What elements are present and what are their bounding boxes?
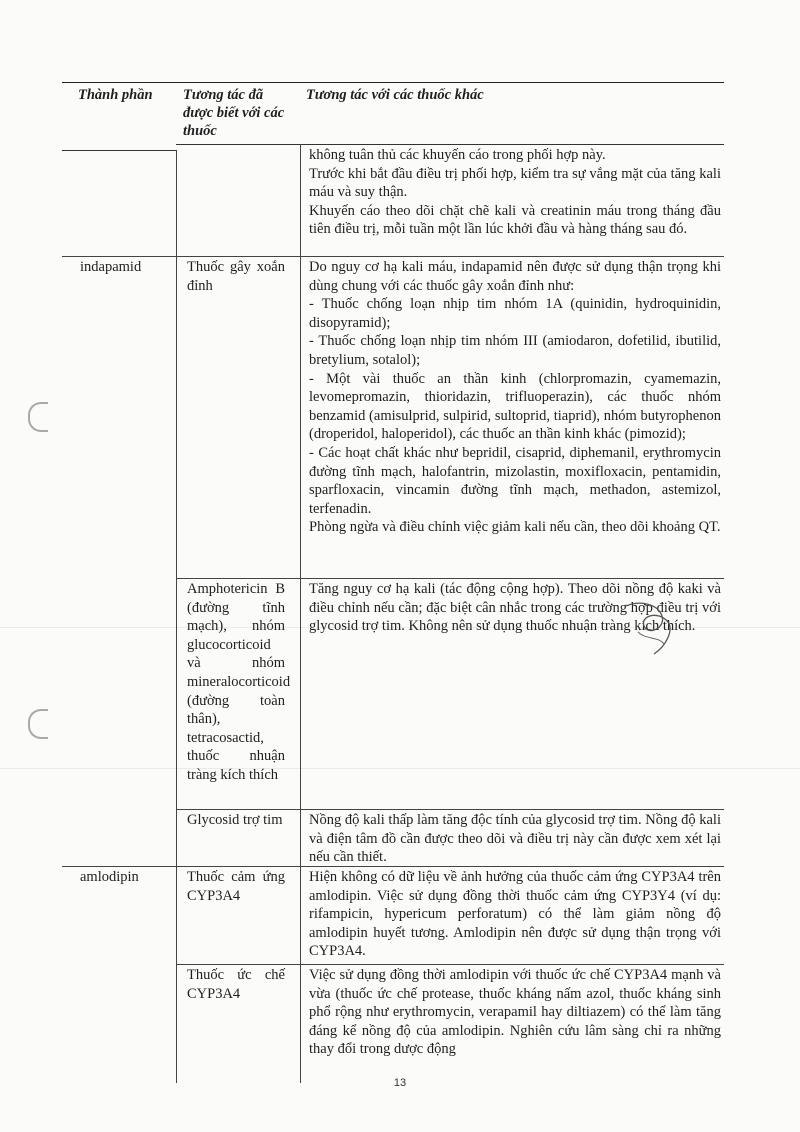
interacting-drug: Amphotericin B (đường tĩnh mạch), nhóm glucocorticoid và nhóm mineralocorticoid (đường toàn thân), tetracosactid, thuốc nhuận tràng kích thích [187, 581, 291, 783]
paragraph: Hiện không có dữ liệu về ảnh hưởng của thuốc cảm ứng CYP3A4 trên amlodipin. Việc sử dụng đồng thời thuốc cảm ứng CYP3Y4 (ví dụ: rifampicin, hypericum perforatum) có thể làm giảm nồng độ amlodipin huyết tương. Amlodipin nên được sử dụng thận trọng với CYP3A4. [309, 869, 721, 960]
paragraph: Khuyến cáo theo dõi chặt chẽ kali và creatinin máu trong tháng đầu tiên điều trị, mỗi tuần một lần lúc khởi đầu và hàng tháng sau đó. [309, 202, 721, 238]
continuation-text [309, 146, 721, 239]
interacting-drug: Thuốc gây xoắn đỉnh [187, 259, 285, 294]
table-top-rule [62, 82, 724, 83]
punch-hole-mark [28, 709, 48, 739]
header-known-interactions: Tương tác đã được biết với các thuốc [183, 87, 285, 139]
paragraph: Do nguy cơ hạ kali máu, indapamid nên được sử dụng thận trọng khi dùng chung với các thuốc gây xoắn đỉnh như: [309, 259, 721, 294]
paragraph: - Thuốc chống loạn nhịp tim nhóm III (amiodaron, dofetilid, ibutilid, bretylium, sotalol); [309, 333, 721, 368]
interaction-text [309, 258, 721, 537]
row-divider [176, 578, 724, 579]
paragraph: - Một vài thuốc an thần kinh (chlorpromazin, cyamemazin, levomepromazin, thioridazin, trifluoperazin), các thuốc nhóm benzamid (amisulprid, sulpirid, sultoprid, tiaprid), nhóm butyrophenon (droperidol, haloperidol), các thuốc an thần kinh khác (pimozid); [309, 370, 721, 443]
paragraph: - Các hoạt chất khác như bepridil, cisaprid, diphemanil, erythromycin đường tĩnh mạch, halofantrin, mizolastin, moxifloxacin, pentamidin, sparfloxacin, vincamin đường tĩnh mạch, methadon, astemizol, terfenadin. [309, 444, 721, 517]
paragraph: Nồng độ kali thấp làm tăng độc tính của glycosid trợ tim. Nồng độ kali và điện tâm đồ cần được theo dõi và điều trị này cần được xem xét lại nếu cần thiết. [309, 812, 721, 866]
page-number: 13 [393, 1077, 407, 1089]
header-component: Thành phần [78, 87, 153, 103]
paragraph: Trước khi bắt đầu điều trị phối hợp, kiểm tra sự vắng mặt của tăng kali máu và suy thận. [309, 165, 721, 201]
paragraph: không tuân thủ các khuyến cáo trong phối hợp này. [309, 147, 606, 163]
signature-mark [618, 596, 678, 660]
punch-hole-mark [28, 402, 48, 432]
scan-fold-line [0, 768, 800, 769]
paragraph: - Thuốc chống loạn nhịp tim nhóm 1A (quinidin, hydroquinidin, disopyramid); [309, 296, 721, 331]
component-name: amlodipin [80, 869, 139, 885]
interaction-text [309, 966, 721, 1059]
paragraph: Tăng nguy cơ hạ kali (tác động cộng hợp). Theo dõi nồng độ kaki và điều chỉnh nếu cần; đặc biệt cân nhắc trong các trường hợp điều trị với glycosid trợ tim. Không nên sử dụng thuốc nhuận tràng kích thích. [309, 581, 721, 635]
interaction-text [309, 811, 721, 867]
row-divider [176, 809, 724, 810]
interaction-text [309, 868, 721, 961]
interacting-drug: Thuốc cảm ứng CYP3A4 [187, 869, 285, 904]
row-divider [176, 964, 724, 965]
interacting-drug: Glycosid trợ tim [187, 812, 283, 828]
paragraph: Việc sử dụng đồng thời amlodipin với thuốc ức chế CYP3A4 mạnh và vừa (thuốc ức chế protease, thuốc kháng nấm azol, thuốc kháng sinh phổ rộng như erythromycin, verapamil hay diltiazem) có thể làm tăng đáng kể nồng độ của amlodipin. Nghiên cứu lâm sàng chỉ ra những thay đổi trong dược động [309, 967, 721, 1058]
paragraph: Phòng ngừa và điều chỉnh việc giảm kali nếu cần, theo dõi khoảng QT. [309, 519, 721, 536]
interacting-drug: Thuốc ức chế CYP3A4 [187, 967, 285, 1002]
column-divider [300, 144, 301, 1083]
header-rule [62, 150, 176, 151]
row-divider [62, 256, 724, 257]
header-other-interactions: Tương tác với các thuốc khác [306, 87, 484, 103]
header-rule [176, 144, 724, 145]
component-name: indapamid [80, 259, 142, 275]
column-divider [176, 150, 177, 1083]
